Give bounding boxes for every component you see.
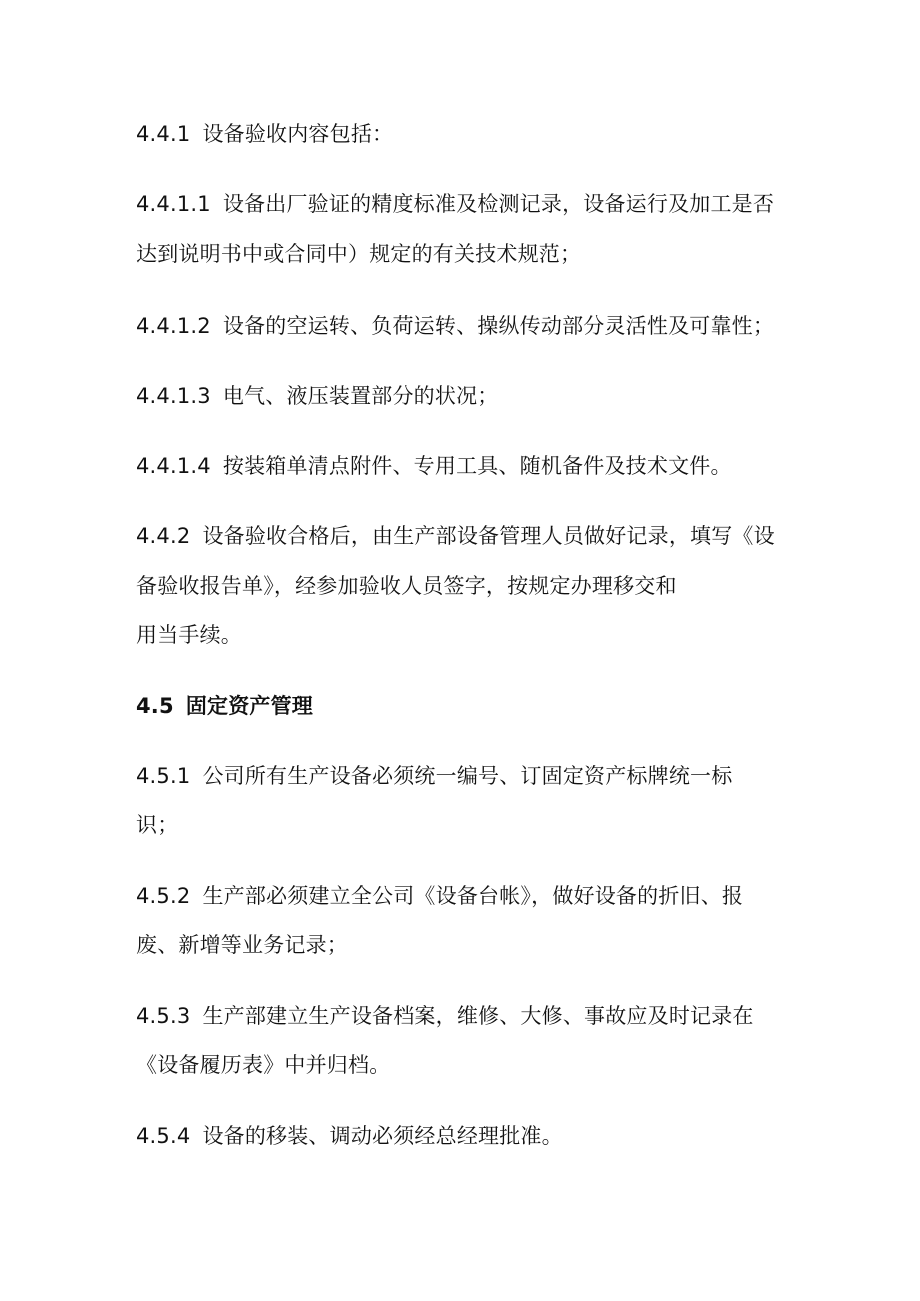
section-4-4-1-4 <box>136 452 732 480</box>
section-number: 4.4.1.3 <box>136 384 211 408</box>
section-text: 备验收报告单》，经参加验收人员签字，按规定办理移交和 <box>136 574 677 598</box>
section-4-4-1-3 <box>136 382 498 410</box>
section-text: 设备验收内容包括： <box>202 122 394 146</box>
section-4-4-2-cont-2 <box>136 621 242 649</box>
section-text: 按装箱单清点附件、专用工具、随机备件及技术文件。 <box>222 454 732 478</box>
section-text: 生产部必须建立全公司《设备台帐》，做好设备的折旧、报 <box>202 884 744 908</box>
section-4-5-3-cont <box>136 1051 390 1079</box>
section-number: 4.5.4 <box>136 1124 191 1148</box>
section-text: 电气、液压装置部分的状况； <box>222 384 499 408</box>
heading-4-5 <box>136 692 313 720</box>
section-number: 4.5.1 <box>136 764 191 788</box>
section-4-5-1-cont <box>136 811 178 839</box>
section-number: 4.4.1 <box>136 122 191 146</box>
section-text: 设备的移装、调动必须经总经理批准。 <box>202 1124 563 1148</box>
heading-text: 固定资产管理 <box>185 694 314 718</box>
section-text: 生产部建立生产设备档案，维修、大修、事故应及时记录在 <box>202 1004 754 1028</box>
section-text: 设备验收合格后，由生产部设备管理人员做好记录，填写《设 <box>202 524 775 548</box>
section-text: 识； <box>136 813 179 837</box>
section-4-4-1 <box>136 120 393 148</box>
section-4-4-2-cont-1 <box>136 572 677 600</box>
section-4-4-1-2 <box>136 312 774 340</box>
section-number: 4.5.2 <box>136 884 191 908</box>
section-4-4-2 <box>136 522 775 550</box>
section-text: 废、新增等业务记录； <box>136 933 348 957</box>
section-text: 达到说明书中或合同中）规定的有关技术规范； <box>136 242 582 266</box>
section-text: 设备的空运转、负荷运转、操纵传动部分灵活性及可靠性； <box>222 314 775 338</box>
section-number: 4.5.3 <box>136 1004 191 1028</box>
section-4-5-3 <box>136 1002 754 1030</box>
section-4-4-1-1 <box>136 190 774 218</box>
section-4-4-1-1-cont <box>136 240 581 268</box>
section-4-5-1 <box>136 762 732 790</box>
heading-number: 4.5 <box>136 694 174 718</box>
section-text: 《设备履历表》中并归档。 <box>136 1053 391 1077</box>
section-4-5-2 <box>136 882 743 910</box>
section-text: 用当手续。 <box>136 623 242 647</box>
section-number: 4.4.2 <box>136 524 191 548</box>
section-number: 4.4.1.1 <box>136 192 211 216</box>
section-number: 4.4.1.2 <box>136 314 211 338</box>
section-4-5-2-cont <box>136 931 348 959</box>
section-number: 4.4.1.4 <box>136 454 211 478</box>
section-text: 公司所有生产设备必须统一编号、订固定资产标牌统一标 <box>202 764 733 788</box>
section-text: 设备出厂验证的精度标准及检测记录，设备运行及加工是否 <box>222 192 775 216</box>
section-4-5-4 <box>136 1122 563 1150</box>
